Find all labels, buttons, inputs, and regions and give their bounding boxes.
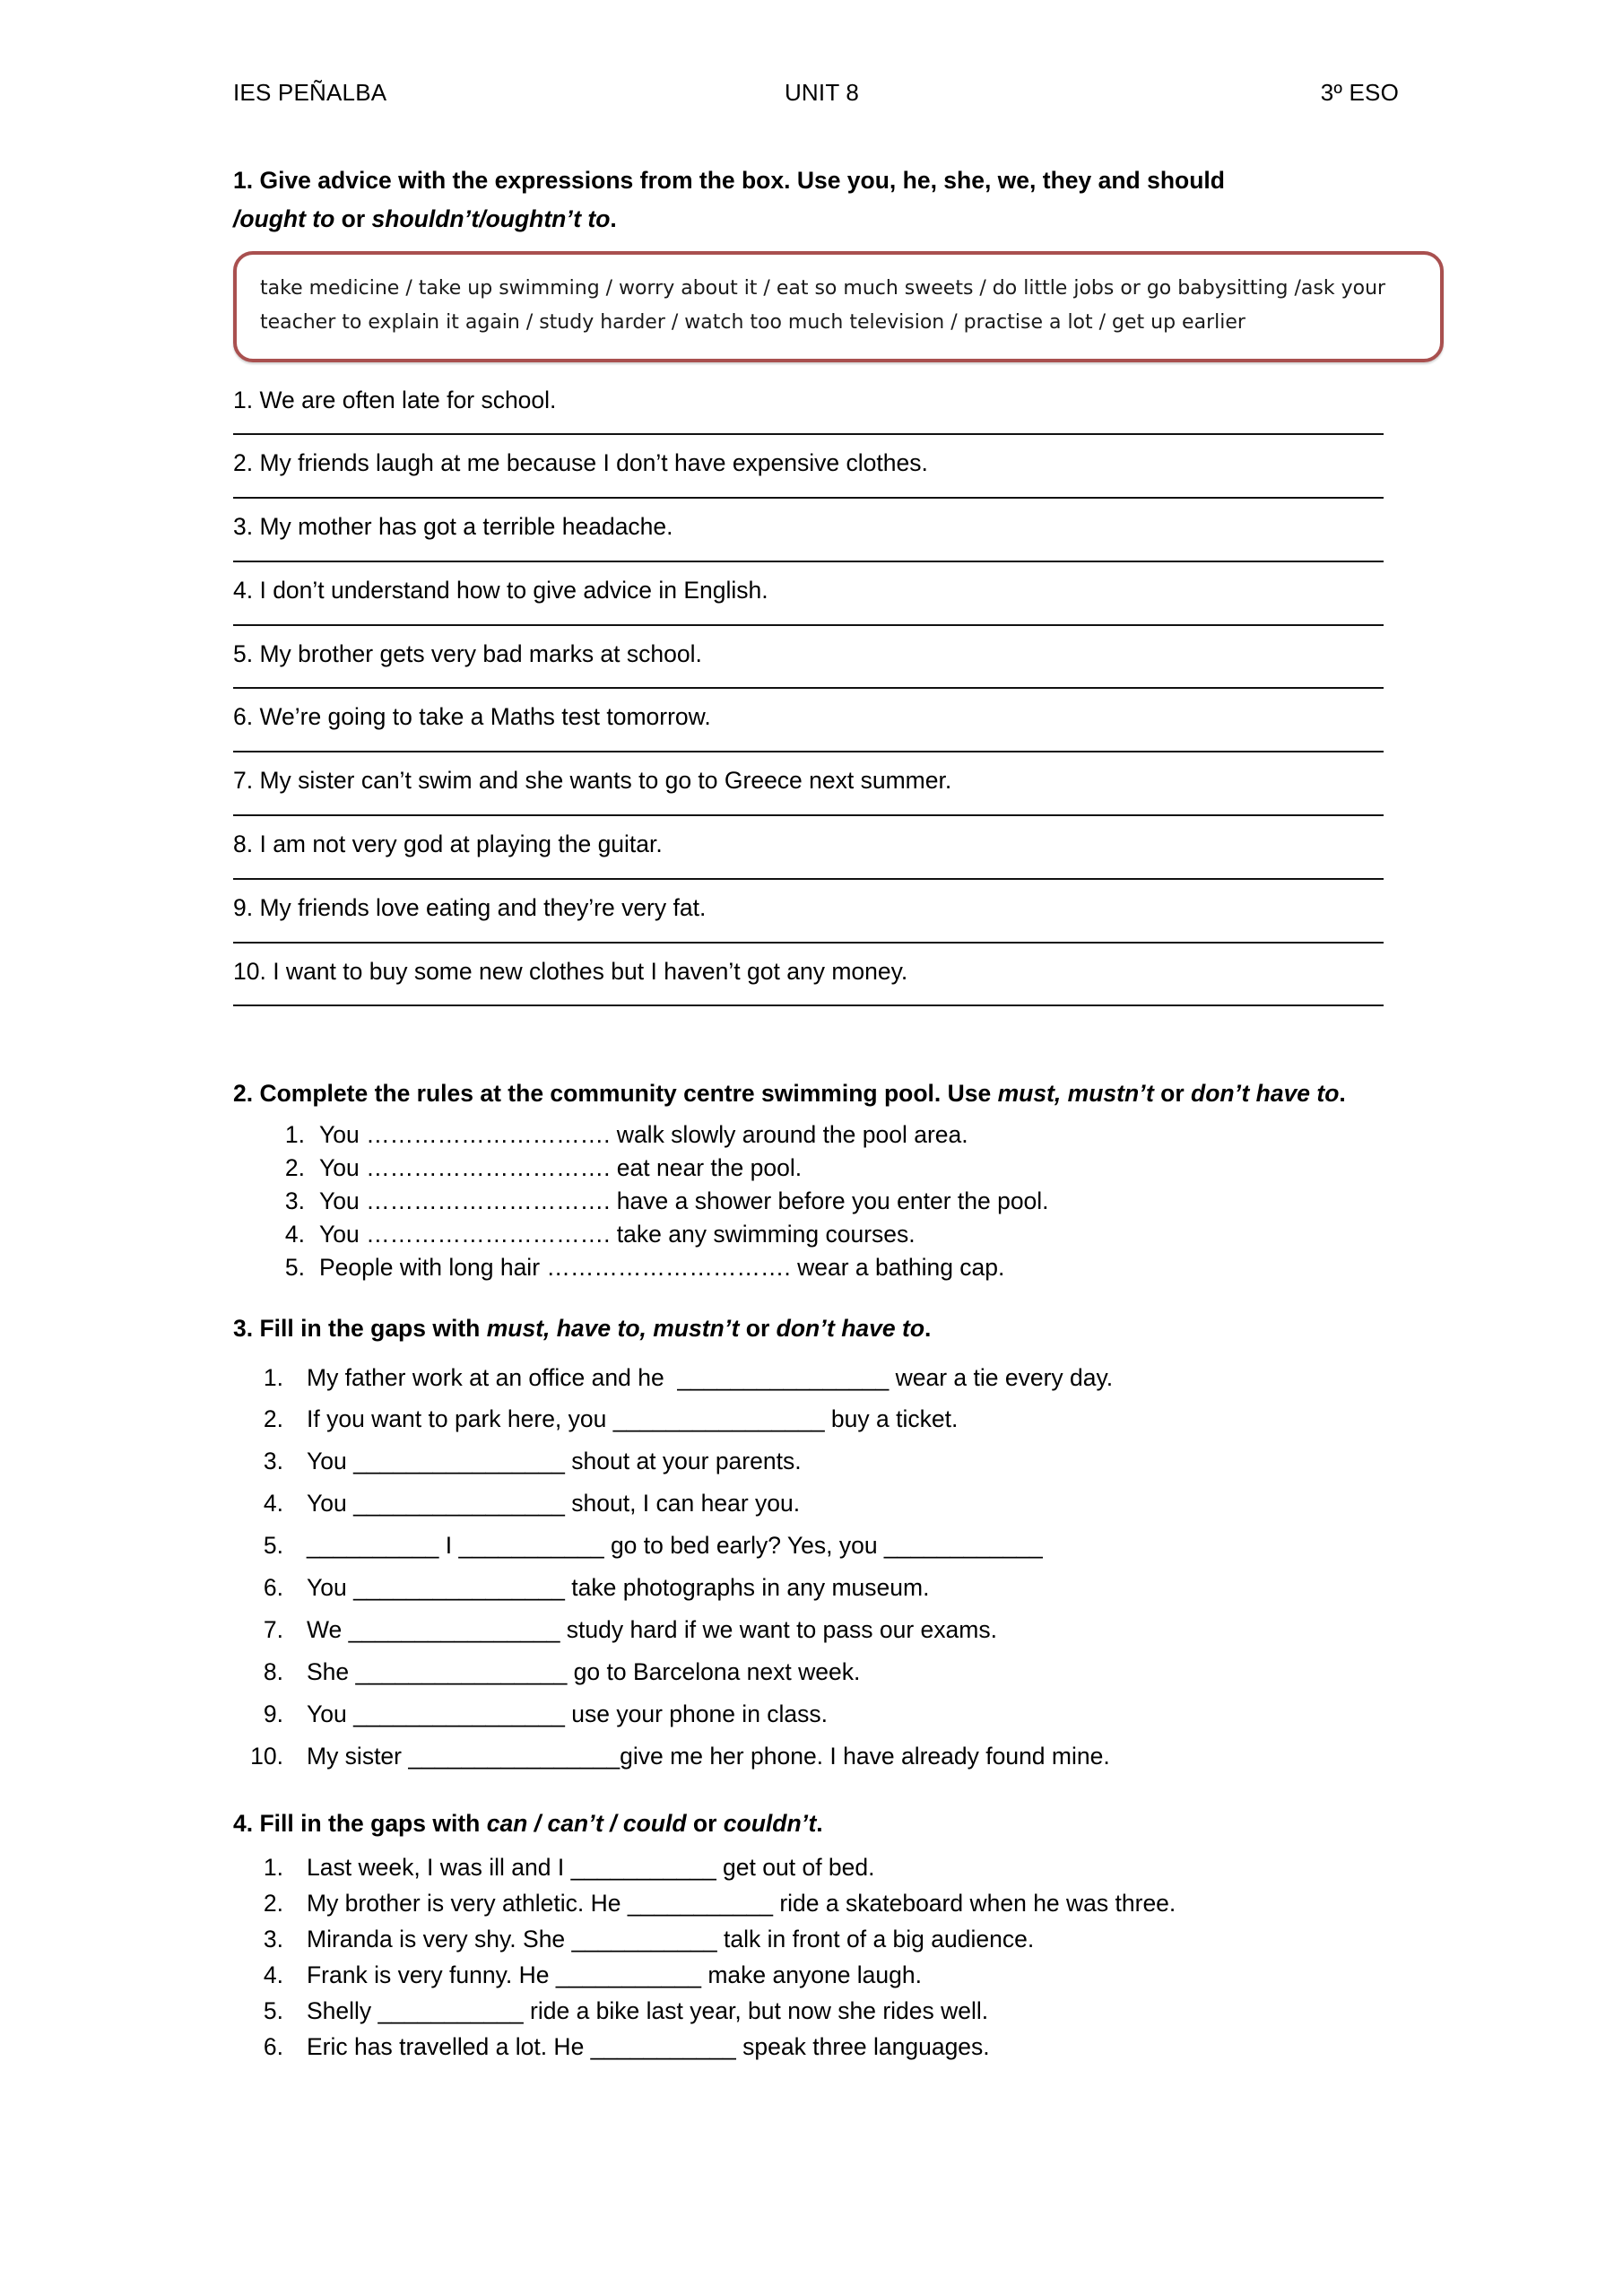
exercise-1-item	[233, 831, 1392, 880]
list-item-text[interactable]: You ________________ shout at your parents.	[307, 1448, 802, 1475]
exercise-2-heading-period: .	[1339, 1080, 1346, 1108]
answer-line[interactable]	[233, 1004, 1384, 1006]
exercise-1-heading	[233, 161, 1392, 239]
exercise-3-heading-italic-b: don’t have to	[776, 1315, 925, 1343]
list-item	[233, 1958, 1392, 1994]
exercise-2-items	[233, 1118, 1392, 1284]
list-item-text[interactable]: If you want to park here, you ________________ buy a ticket.	[307, 1405, 959, 1433]
exercise-1-sentence: 6. We’re going to take a Maths test tomorrow.	[233, 703, 711, 731]
exercise-2-heading-italic-a: must, mustn’t	[997, 1080, 1154, 1108]
list-item-text[interactable]: My father work at an office and he ________________ wear a tie every day.	[307, 1363, 1114, 1391]
list-item-number: 5.	[263, 1997, 283, 2025]
list-item	[233, 1152, 1392, 1185]
list-item-number: 6.	[263, 1574, 283, 1602]
exercise-1-item	[233, 958, 1392, 1007]
answer-line[interactable]	[233, 497, 1384, 499]
exercise-1-sentence: 7. My sister can’t swim and she wants to go to Greece next summer.	[233, 767, 952, 795]
list-item	[233, 1694, 1392, 1736]
exercise-1-sentence: 2. My friends laugh at me because I don’t have expensive clothes.	[233, 449, 928, 477]
list-item-text[interactable]: __________ I ___________ go to bed early? Yes, you ____________	[307, 1532, 1043, 1560]
exercise-4-heading-pre: 4. Fill in the gaps with	[233, 1810, 487, 1838]
exercise-2-heading-pre: 2. Complete the rules at the community centre swimming pool. Use	[233, 1080, 998, 1108]
exercise-4-heading-italic-b: couldn’t	[723, 1810, 817, 1838]
page-header	[233, 79, 1399, 107]
list-item	[233, 1568, 1392, 1610]
list-item-text[interactable]: You ________________ shout, I can hear you.	[307, 1490, 801, 1518]
list-item-text[interactable]: You ________________ take photographs in any museum.	[307, 1574, 930, 1602]
list-item-text[interactable]: Miranda is very shy. She ___________ talk in front of a big audience.	[307, 1926, 1035, 1953]
list-item-number: 8.	[263, 1658, 283, 1686]
list-item-text[interactable]: You …………………………. have a shower before you enter the pool.	[319, 1187, 1049, 1214]
exercise-1-item	[233, 767, 1392, 816]
list-item	[233, 1441, 1392, 1483]
exercise-1-item	[233, 577, 1392, 626]
header-level: 3º ESO	[1320, 79, 1399, 106]
exercise-4-heading-italic-a: can / can’t / could	[486, 1810, 687, 1838]
exercise-1-item	[233, 387, 1392, 436]
list-item-text[interactable]: Shelly ___________ ride a bike last year, but now she rides well.	[307, 1997, 989, 2025]
list-item-text[interactable]: We ________________ study hard if we want to pass our exams.	[307, 1616, 997, 1644]
exercise-4-items	[233, 1850, 1392, 2066]
answer-line[interactable]	[233, 942, 1384, 944]
list-item-text[interactable]: You …………………………. take any swimming courses.	[319, 1220, 916, 1248]
list-item	[233, 1652, 1392, 1694]
answer-line[interactable]	[233, 751, 1384, 752]
exercise-1-sentence: 9. My friends love eating and they’re very fat.	[233, 893, 707, 921]
list-item-text[interactable]: Frank is very funny. He ___________ make anyone laugh.	[307, 1961, 922, 1989]
list-item-number: 1.	[263, 1363, 283, 1391]
section-spacer	[233, 1021, 1392, 1074]
list-item-number: 10.	[250, 1742, 283, 1770]
list-item	[233, 1118, 1392, 1152]
exercise-4-heading	[233, 1805, 1392, 1843]
exercise-1-heading-conj-a: or	[334, 204, 372, 232]
exercise-3-heading-pre: 3. Fill in the gaps with	[233, 1315, 487, 1343]
list-item-text[interactable]: You ________________ use your phone in class.	[307, 1700, 829, 1727]
exercise-1-item	[233, 513, 1392, 562]
list-item	[233, 1218, 1392, 1251]
list-item-text[interactable]: People with long hair …………………………. wear a bathing cap.	[319, 1253, 1005, 1281]
list-item	[233, 1483, 1392, 1526]
list-item	[233, 1357, 1392, 1399]
list-item-text[interactable]: My sister ________________give me her phone. I have already found mine.	[307, 1742, 1110, 1770]
header-unit: UNIT 8	[784, 79, 860, 106]
exercise-1-item	[233, 449, 1392, 499]
list-item	[233, 1526, 1392, 1568]
exercise-4-heading-period: .	[816, 1810, 823, 1838]
exercise-1-sentence: 8. I am not very god at playing the guitar.	[233, 831, 663, 858]
exercise-1-item	[233, 703, 1392, 752]
list-item	[233, 1735, 1392, 1778]
list-item-number: 4.	[284, 1220, 305, 1248]
list-item-number: 2.	[263, 1890, 283, 1918]
exercise-1-sentence: 4. I don’t understand how to give advice in English.	[233, 576, 768, 604]
expressions-box	[233, 251, 1444, 362]
list-item-text[interactable]: My brother is very athletic. He ___________ ride a skateboard when he was three.	[307, 1890, 1176, 1918]
list-item-number: 1.	[284, 1120, 305, 1148]
worksheet-content	[233, 161, 1392, 2066]
list-item-text[interactable]: Eric has travelled a lot. He ___________ speak three languages.	[307, 2032, 990, 2060]
answer-line[interactable]	[233, 814, 1384, 816]
list-item-number: 5.	[263, 1532, 283, 1560]
list-item-number: 2.	[284, 1153, 305, 1181]
list-item	[233, 1399, 1392, 1441]
exercise-2-heading-italic-b: don’t have to	[1191, 1080, 1340, 1108]
exercise-3-heading-italic-a: must, have to, mustn’t	[486, 1315, 740, 1343]
exercise-3-heading-conj: or	[739, 1315, 777, 1343]
list-item-number: 1.	[263, 1854, 283, 1882]
answer-line[interactable]	[233, 561, 1384, 562]
answer-line[interactable]	[233, 878, 1384, 880]
list-item-number: 5.	[284, 1253, 305, 1281]
list-item	[233, 1994, 1392, 2030]
section-spacer	[233, 1778, 1392, 1805]
exercise-1-items	[233, 387, 1392, 1007]
exercise-2-heading-conj: or	[1153, 1080, 1192, 1108]
answer-line[interactable]	[233, 433, 1384, 435]
list-item	[233, 2030, 1392, 2066]
expressions-box-line-2: teacher to explain it again / study harder / watch too much television / practise a lot / get up earlier	[260, 310, 1245, 334]
exercise-3-heading-period: .	[924, 1315, 932, 1343]
list-item-text[interactable]: Last week, I was ill and I ___________ get out of bed.	[307, 1854, 875, 1882]
header-school: IES PEÑALBA	[233, 79, 387, 106]
exercise-1-heading-period: .	[610, 204, 617, 232]
list-item-number: 4.	[263, 1961, 283, 1989]
list-item-number: 7.	[263, 1616, 283, 1644]
answer-line[interactable]	[233, 687, 1384, 689]
list-item-text[interactable]: You …………………………. eat near the pool.	[319, 1153, 803, 1181]
list-item	[233, 1610, 1392, 1652]
list-item-text[interactable]: She ________________ go to Barcelona next week.	[307, 1658, 861, 1686]
list-item-number: 2.	[263, 1405, 283, 1433]
exercise-1-heading-italic-b: shouldn’t/oughtn’t to	[371, 204, 611, 232]
exercise-1-sentence: 10. I want to buy some new clothes but I haven’t got any money.	[233, 957, 908, 985]
expressions-box-line-1: take medicine / take up swimming / worry about it / eat so much sweets / do little jobs or go babysitting /ask your	[260, 276, 1386, 300]
exercise-1-item	[233, 894, 1392, 944]
list-item-number: 9.	[263, 1700, 283, 1727]
list-item	[233, 1185, 1392, 1218]
exercise-1-sentence: 3. My mother has got a terrible headache.	[233, 513, 673, 541]
exercise-4-heading-conj: or	[686, 1810, 724, 1838]
exercise-2-heading	[233, 1074, 1392, 1113]
exercise-1-heading-italic-a: /ought to	[233, 204, 335, 232]
exercise-3-heading	[233, 1309, 1392, 1348]
list-item	[233, 1886, 1392, 1922]
exercise-1-sentence: 5. My brother gets very bad marks at school.	[233, 639, 702, 667]
section-spacer	[233, 1284, 1392, 1309]
list-item-text[interactable]: You …………………………. walk slowly around the pool area.	[319, 1120, 968, 1148]
list-item-number: 3.	[263, 1926, 283, 1953]
answer-line[interactable]	[233, 624, 1384, 626]
list-item-number: 6.	[263, 2032, 283, 2060]
list-item-number: 3.	[284, 1187, 305, 1214]
list-item-number: 3.	[263, 1448, 283, 1475]
exercise-3-items	[233, 1357, 1392, 1778]
exercise-1-sentence: 1. We are often late for school.	[233, 386, 557, 413]
exercise-1-heading-line1: 1. Give advice with the expressions from the box. Use you, he, she, we, they and should	[233, 167, 1225, 194]
list-item-number: 4.	[263, 1490, 283, 1518]
list-item	[233, 1251, 1392, 1284]
list-item	[233, 1850, 1392, 1886]
list-item	[233, 1922, 1392, 1958]
exercise-1-item	[233, 640, 1392, 690]
